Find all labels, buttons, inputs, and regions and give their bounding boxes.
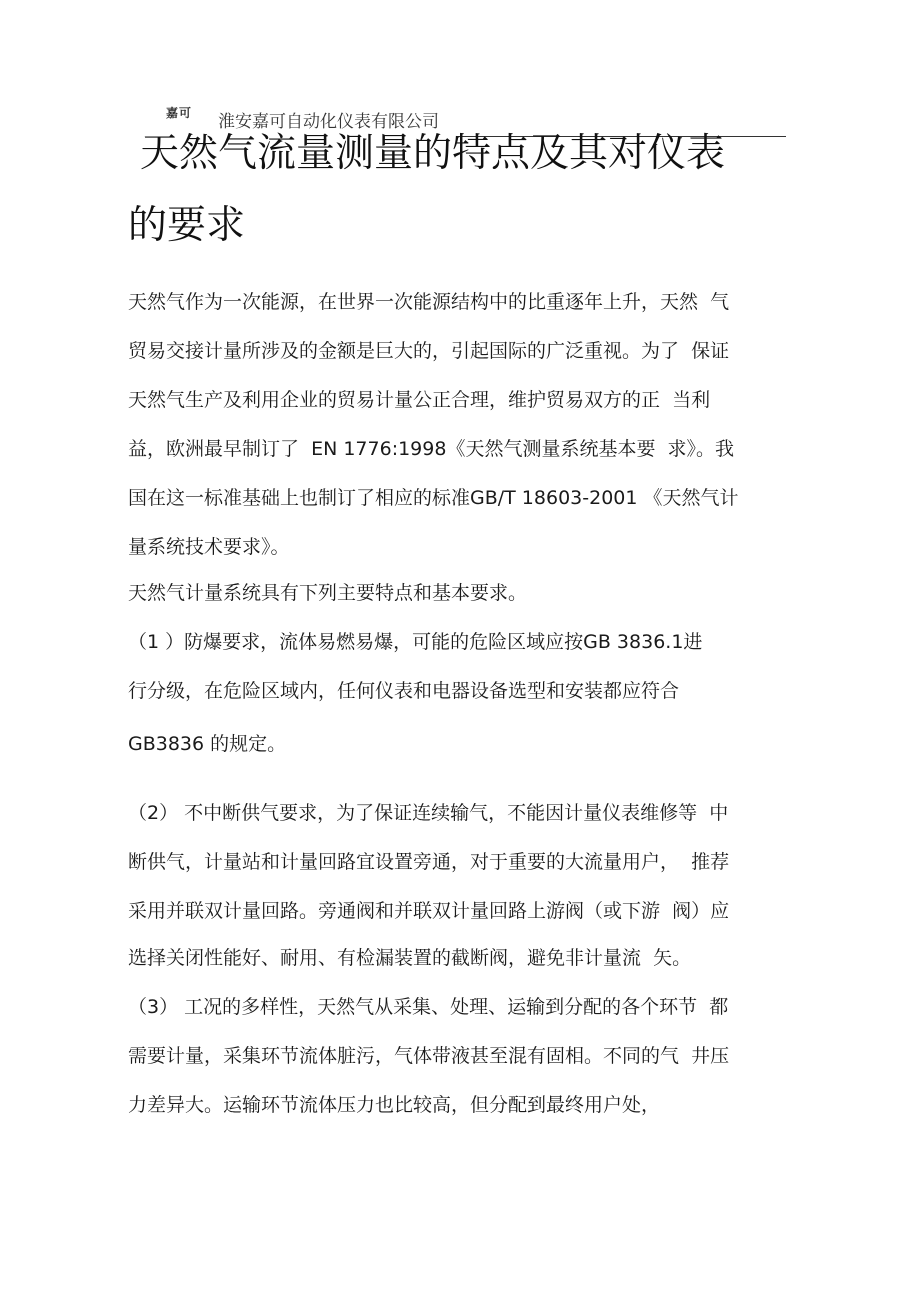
list-item-3-line: 力差异大。运输环节流体压力也比较高，但分配到最终用户处， [128,1094,661,1116]
lead-sentence: 天然气计量系统具有下列主要特点和基本要求。 [128,582,528,604]
paragraph-line: 天然气作为一次能源，在世界一次能源结构中的比重逐年上升，天然 气 [128,291,730,313]
list-item-2-line: 断供气，计量站和计量回路宜设置旁通，对于重要的大流量用户， 推荐 [128,851,730,873]
company-logo: 嘉可 [166,106,193,120]
paragraph-line: 益，欧洲最早制订了 EN 1776:1998《天然气测量系统基本要 求》。我 [128,438,735,460]
document-title-line-2: 的要求 [128,203,246,248]
list-item-3-line: （3） 工况的多样性，天然气从采集、处理、运输到分配的各个环节 都 [128,996,729,1018]
document-title-line-1: 天然气流量测量的特点及其对仪表 [140,131,726,176]
paragraph-line: 贸易交接计量所涉及的金额是巨大的，引起国际的广泛重视。为了 保证 [128,340,730,362]
list-item-1-line: GB3836 的规定。 [128,733,287,755]
list-item-2-line: 选择关闭性能好、耐用、有检漏装置的截断阀，避免非计量流 矢。 [128,947,692,969]
list-item-2-line: 采用并联双计量回路。旁通阀和并联双计量回路上游阀（或下游 阀）应 [128,900,730,922]
paragraph-line: 量系统技术要求》。 [128,536,290,558]
paragraph-line: 天然气生产及利用企业的贸易计量公正合理，维护贸易双方的正 当利 [128,389,711,411]
list-item-2-line: （2） 不中断供气要求，为了保证连续输气，不能因计量仪表维修等 中 [128,802,729,824]
paragraph-line: 国在这一标准基础上也制订了相应的标准GB/T 18603-2001 《天然气计 [128,487,739,509]
list-item-1-line: （1 ）防爆要求，流体易燃易爆，可能的危险区域应按GB 3836.1进 [128,631,703,653]
list-item-3-line: 需要计量，采集环节流体脏污，气体带液甚至混有固相。不同的气 井压 [128,1045,730,1067]
list-item-1-line: 行分级，在危险区域内，任何仪表和电器设备选型和安装都应符合 [128,680,680,702]
company-name: 淮安嘉可自动化仪表有限公司 [218,112,439,132]
